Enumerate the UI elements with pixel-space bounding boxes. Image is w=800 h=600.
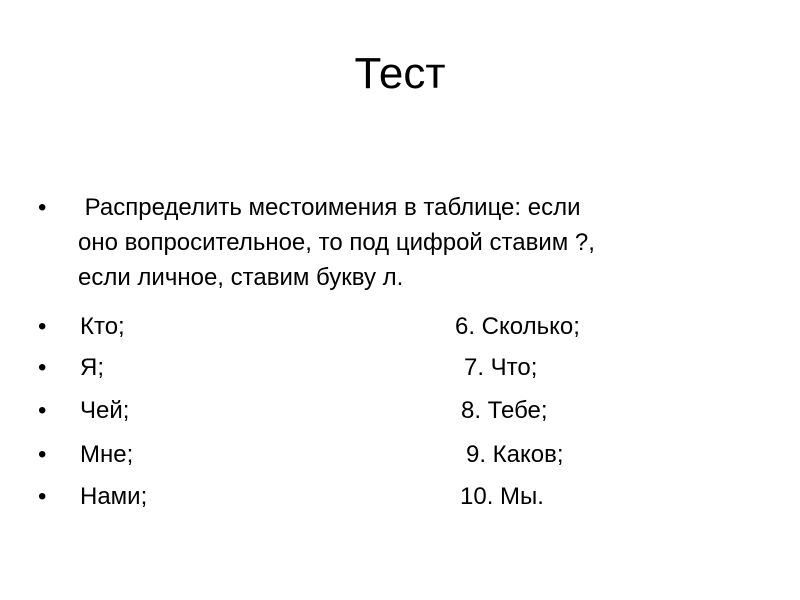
pronoun-left: Нами;	[80, 483, 148, 510]
slide-title: Тест	[354, 49, 446, 98]
instruction-line-1: Распределить местоимения в таблице: если	[78, 194, 581, 221]
pronoun-right: 6. Сколько;	[455, 313, 580, 340]
bullet-icon: •	[38, 354, 47, 381]
instruction-line-3: если личное, ставим букву л.	[78, 264, 404, 291]
pronoun-left: Я;	[80, 354, 104, 381]
bullet-icon: •	[38, 441, 47, 468]
pronoun-left: Кто;	[80, 313, 125, 340]
instruction-line-2: оно вопросительное, то под цифрой ставим ?,	[78, 229, 595, 256]
instruction-text	[78, 190, 778, 295]
bullet-icon: •	[38, 313, 47, 340]
pronoun-right: 9. Каков;	[466, 441, 564, 468]
bullet-icon: •	[38, 483, 47, 510]
pronoun-right: 10. Мы.	[460, 483, 544, 510]
pronoun-left: Мне;	[80, 441, 134, 468]
bullet-icon: •	[38, 194, 47, 221]
bullet-icon: •	[38, 397, 47, 424]
pronoun-left: Чей;	[80, 397, 130, 424]
pronoun-right: 8. Тебе;	[461, 397, 548, 424]
pronoun-right: 7. Что;	[464, 354, 538, 381]
